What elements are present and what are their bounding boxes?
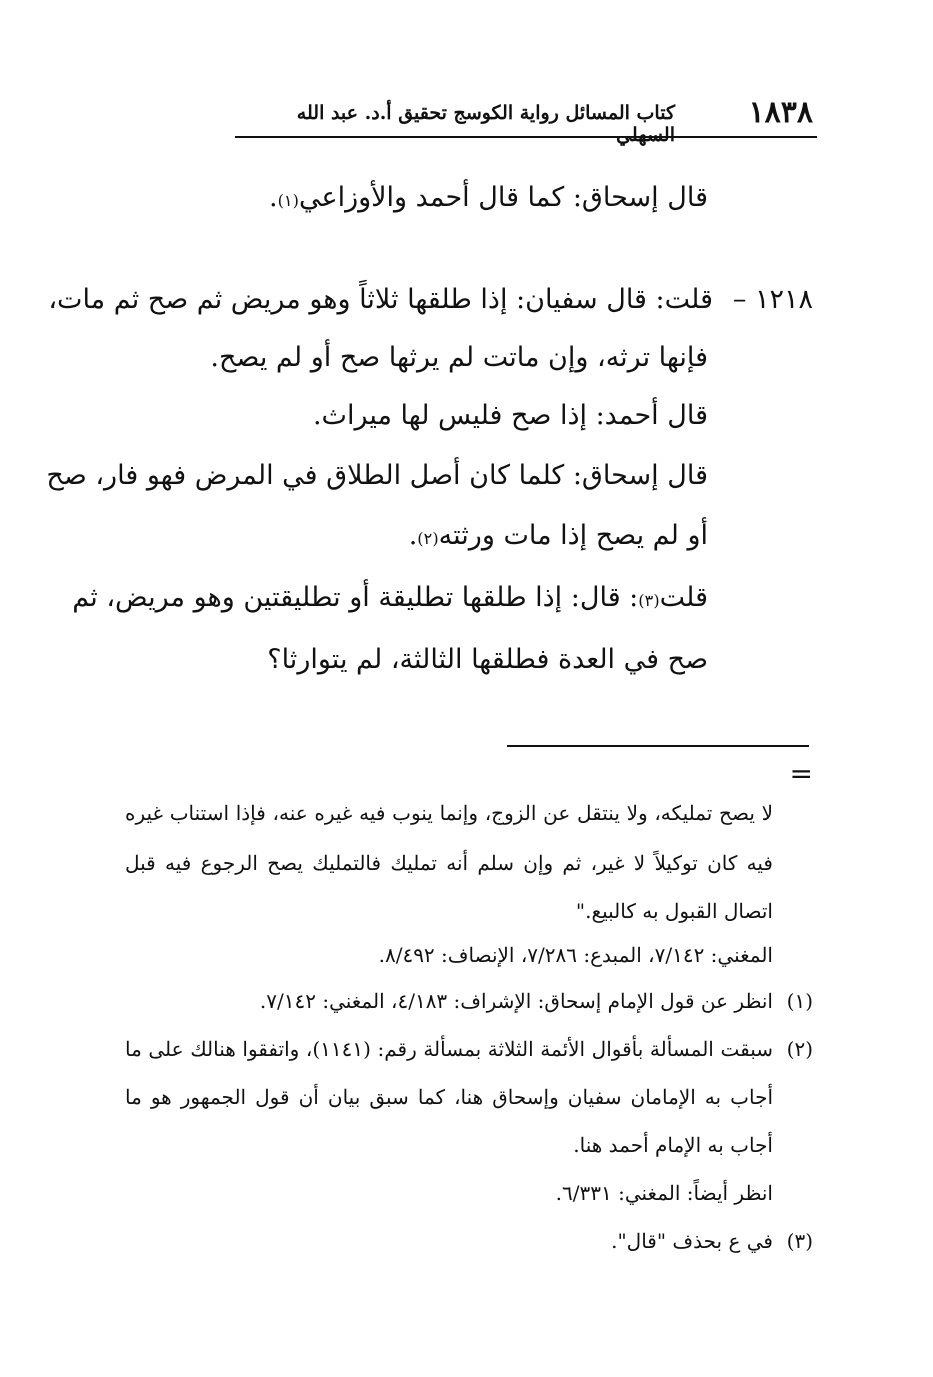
footnote-ref-2: (٢) <box>417 529 439 548</box>
footnote-2-line-3: أجاب به الإمام أحمد هنا. <box>573 1133 773 1157</box>
issue-line-5 <box>409 516 708 556</box>
header-rule <box>235 136 817 138</box>
body-text: قلت <box>659 582 708 613</box>
punctuation: . <box>269 182 278 213</box>
issue-line-4: قال إسحاق: كلما كان أصل الطلاق في المرض فهو فار، صح <box>46 460 708 491</box>
footnote-cont-line-1: لا يصح تمليكه، ولا ينتقل عن الزوج، وإنما ينوب فيه غيره عنه، فإذا استناب غيره <box>125 801 773 825</box>
issue-line-3: قال أحمد: إذا صح فليس لها ميراث. <box>312 400 708 431</box>
body-text: : قال: إذا طلقها تطليقة أو تطليقتين وهو مريض، ثم <box>72 582 639 613</box>
footnote-separator <box>507 745 809 747</box>
footnote-number-2: (٢) <box>786 1037 813 1061</box>
footnote-3-line-1: في ع بحذف "قال". <box>611 1229 773 1253</box>
footnote-ref-3: (٣) <box>638 591 660 610</box>
footnote-cont-line-4: المغني: ٧/١٤٢، المبدع: ٧/٢٨٦، الإنصاف: ٨/٤٩٢. <box>378 943 773 967</box>
page-number: ١٨٣٨ <box>748 95 813 130</box>
footnote-2-line-4: انظر أيضاً: المغني: ٦/٣٣١. <box>555 1181 773 1205</box>
footnote-2-line-2: أجاب به الإمامان سفيان وإسحاق هنا، كما سبق بيان أن قول الجمهور هو ما <box>125 1085 773 1109</box>
continuation-mark: = <box>789 757 813 790</box>
issue-line-2: فإنها ترثه، وإن ماتت لم يرثها صح أو لم يصح. <box>210 342 708 373</box>
issue-line-1: قلت: قال سفيان: إذا طلقها ثلاثاً وهو مريض ثم صح ثم مات، <box>48 284 713 315</box>
footnote-ref-1: (١) <box>277 191 299 210</box>
body-text: قال إسحاق: كما قال أحمد والأوزاعي <box>298 182 708 213</box>
issue-number: ١٢١٨ – <box>732 284 813 315</box>
issue-line-7: صح في العدة فطلقها الثالثة، لم يتوارثا؟ <box>267 644 708 675</box>
footnote-number-1: (١) <box>786 989 813 1013</box>
body-line-ishaq-1 <box>269 178 708 218</box>
running-title: كتاب المسائل رواية الكوسج تحقيق أ.د. عبد الله السهلي <box>296 102 675 146</box>
footnote-1-line-1: انظر عن قول الإمام إسحاق: الإشراف: ٤/١٨٣، المغني: ٧/١٤٢. <box>259 989 773 1013</box>
footnote-2-line-1: سبقت المسألة بأقوال الأئمة الثلاثة بمسألة رقم: (١١٤١)، واتفقوا هنالك على ما <box>125 1037 773 1061</box>
footnote-cont-line-2: فيه كان توكيلاً لا غير، ثم وإن سلم أنه تمليك فالتمليك يصح الرجوع فيه قبل <box>125 851 773 875</box>
footnote-number-3: (٣) <box>786 1229 813 1253</box>
body-text: أو لم يصح إذا مات ورثته <box>438 520 708 551</box>
footnote-cont-line-3: اتصال القبول به كالبيع." <box>575 899 773 923</box>
issue-line-6 <box>72 578 708 618</box>
punctuation: . <box>408 520 418 551</box>
